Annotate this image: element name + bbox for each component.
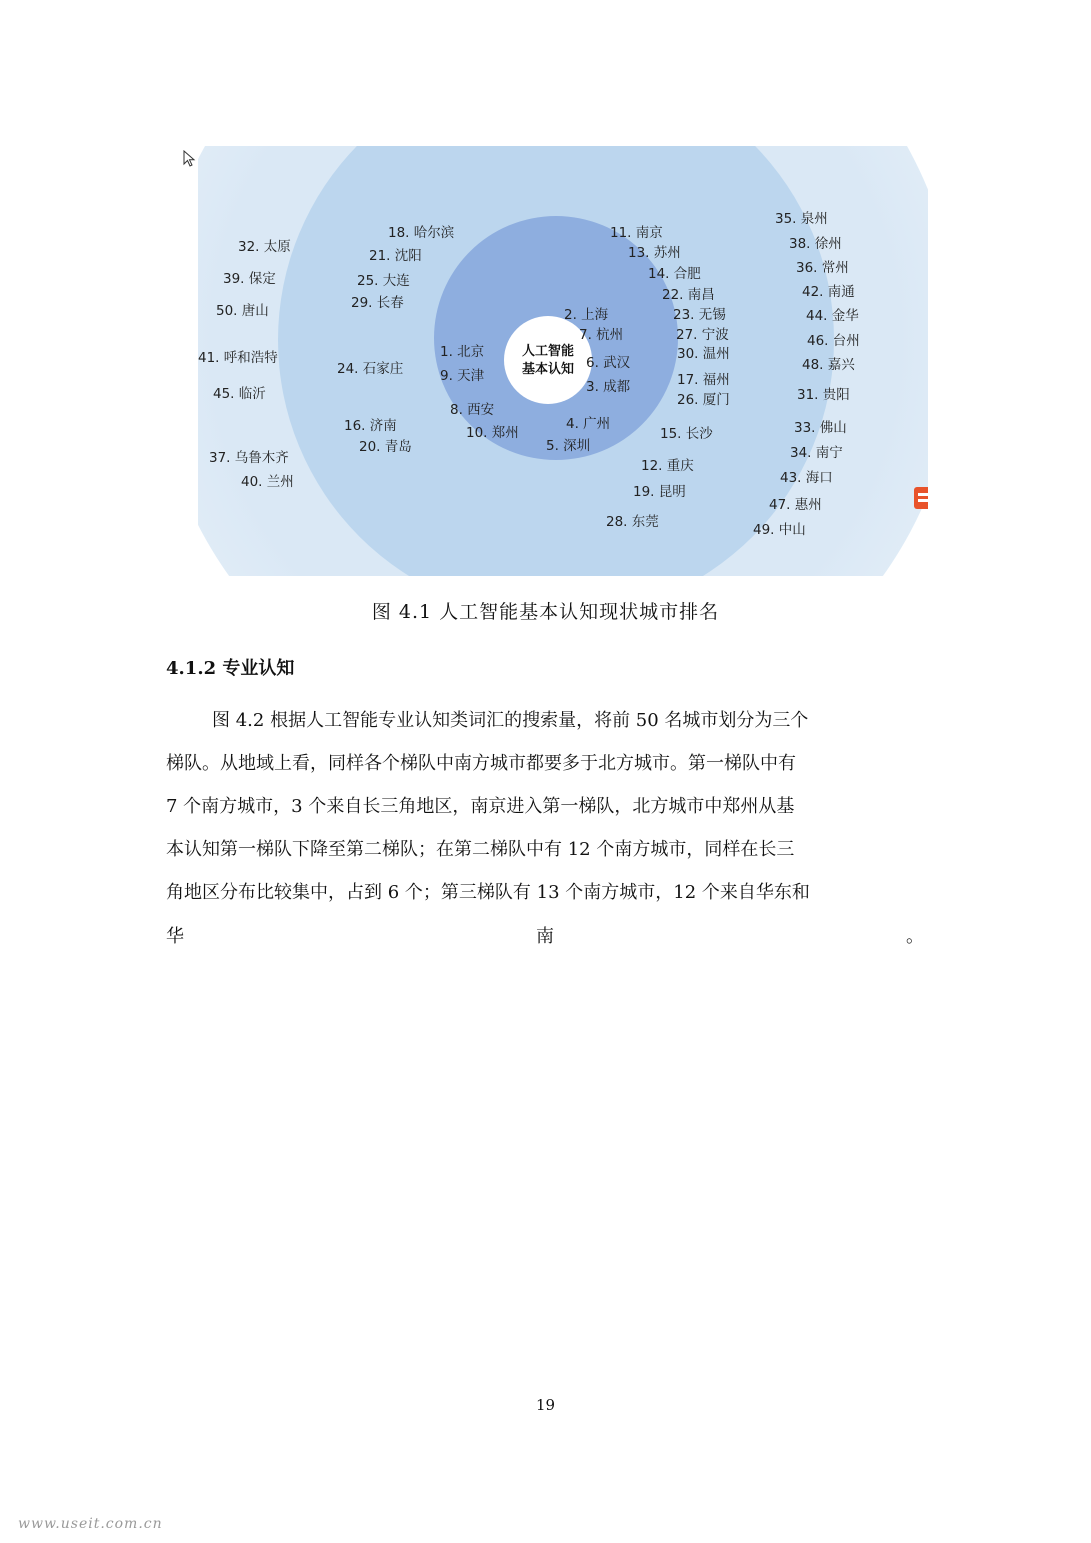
city-label: 36. 常州: [796, 260, 849, 276]
city-label: 13. 苏州: [628, 245, 681, 261]
paragraph-line: 图 4.2 根据人工智能专业认知类词汇的搜索量，将前 50 名城市划分为三个: [212, 710, 809, 731]
core-label-line1: 人工智能: [521, 344, 574, 359]
city-label: 10. 郑州: [466, 425, 519, 441]
city-label: 23. 无锡: [673, 307, 726, 323]
city-label: 49. 中山: [753, 522, 806, 538]
city-label: 26. 厦门: [677, 392, 730, 408]
city-label: 43. 海口: [780, 470, 833, 486]
city-ranking-figure: [198, 146, 928, 576]
city-label: 31. 贵阳: [797, 387, 850, 403]
paragraph-last-line: [166, 922, 924, 948]
paragraph-line: 7 个南方城市，3 个来自长三角地区，南京进入第一梯队，北方城市中郑州从基: [166, 796, 795, 817]
core-label-line2: 基本认知: [521, 362, 574, 377]
city-label: 41. 呼和浩特: [198, 350, 278, 366]
city-label: 47. 惠州: [769, 497, 822, 513]
city-label: 48. 嘉兴: [802, 357, 855, 373]
city-label: 20. 青岛: [359, 439, 412, 455]
city-label: 32. 太原: [238, 239, 291, 255]
city-label: 5. 深圳: [546, 438, 591, 454]
side-tab-icon[interactable]: [914, 487, 928, 509]
city-label: 4. 广州: [566, 416, 611, 432]
city-label: 33. 佛山: [794, 420, 847, 436]
paragraph-fragment: 南: [536, 926, 554, 947]
paragraph-line: 角地区分布比较集中，占到 6 个；第三梯队有 13 个南方城市，12 个来自华东和: [166, 882, 810, 903]
city-label: 25. 大连: [357, 273, 410, 289]
city-label: 1. 北京: [440, 344, 485, 360]
city-label: 34. 南宁: [790, 445, 843, 461]
paragraph-line: 本认知第一梯队下降至第二梯队；在第二梯队中有 12 个南方城市，同样在长三: [166, 839, 795, 860]
paragraph-fragment: 。: [906, 926, 924, 947]
city-label: 12. 重庆: [641, 458, 694, 474]
city-label: 3. 成都: [586, 379, 631, 395]
section-heading: 4.1.2 专业认知: [166, 658, 295, 679]
city-label: 9. 天津: [440, 368, 485, 384]
city-label: 28. 东莞: [606, 514, 659, 530]
city-label: 22. 南昌: [662, 287, 715, 303]
city-label: 15. 长沙: [660, 426, 713, 442]
city-label: 44. 金华: [806, 308, 859, 324]
city-label: 19. 昆明: [633, 484, 686, 500]
city-label: 50. 唐山: [216, 303, 269, 319]
city-label: 37. 乌鲁木齐: [209, 450, 289, 466]
city-label: 45. 临沂: [213, 386, 266, 402]
watermark: www.useit.com.cn: [18, 1516, 163, 1532]
city-label: 38. 徐州: [789, 236, 842, 252]
city-label: 14. 合肥: [648, 266, 701, 282]
city-label: 30. 温州: [677, 346, 730, 362]
paragraph-line: 梯队。从地域上看，同样各个梯队中南方城市都要多于北方城市。第一梯队中有: [166, 753, 796, 774]
city-label: 2. 上海: [564, 307, 609, 323]
city-label: 46. 台州: [807, 333, 860, 349]
city-label: 17. 福州: [677, 372, 730, 388]
city-label: 6. 武汉: [586, 355, 631, 371]
paragraph-fragment: 华: [166, 926, 184, 947]
city-label: 29. 长春: [351, 295, 404, 311]
city-label: 7. 杭州: [579, 327, 624, 343]
core-label: [502, 343, 594, 379]
figure-caption: 图 4.1 人工智能基本认知现状城市排名: [371, 601, 720, 623]
city-label: 8. 西安: [450, 402, 495, 418]
city-label: 35. 泉州: [775, 211, 828, 227]
city-label: 24. 石家庄: [337, 361, 404, 377]
city-label: 27. 宁波: [676, 327, 729, 343]
city-label: 42. 南通: [802, 284, 855, 300]
city-label: 21. 沈阳: [369, 248, 422, 264]
mouse-cursor-icon: [183, 150, 197, 168]
city-label: 18. 哈尔滨: [388, 225, 455, 241]
city-label: 11. 南京: [610, 225, 663, 241]
city-label: 39. 保定: [223, 271, 276, 287]
page-number: 19: [535, 1396, 556, 1414]
city-label: 16. 济南: [344, 418, 397, 434]
city-label: 40. 兰州: [241, 474, 294, 490]
